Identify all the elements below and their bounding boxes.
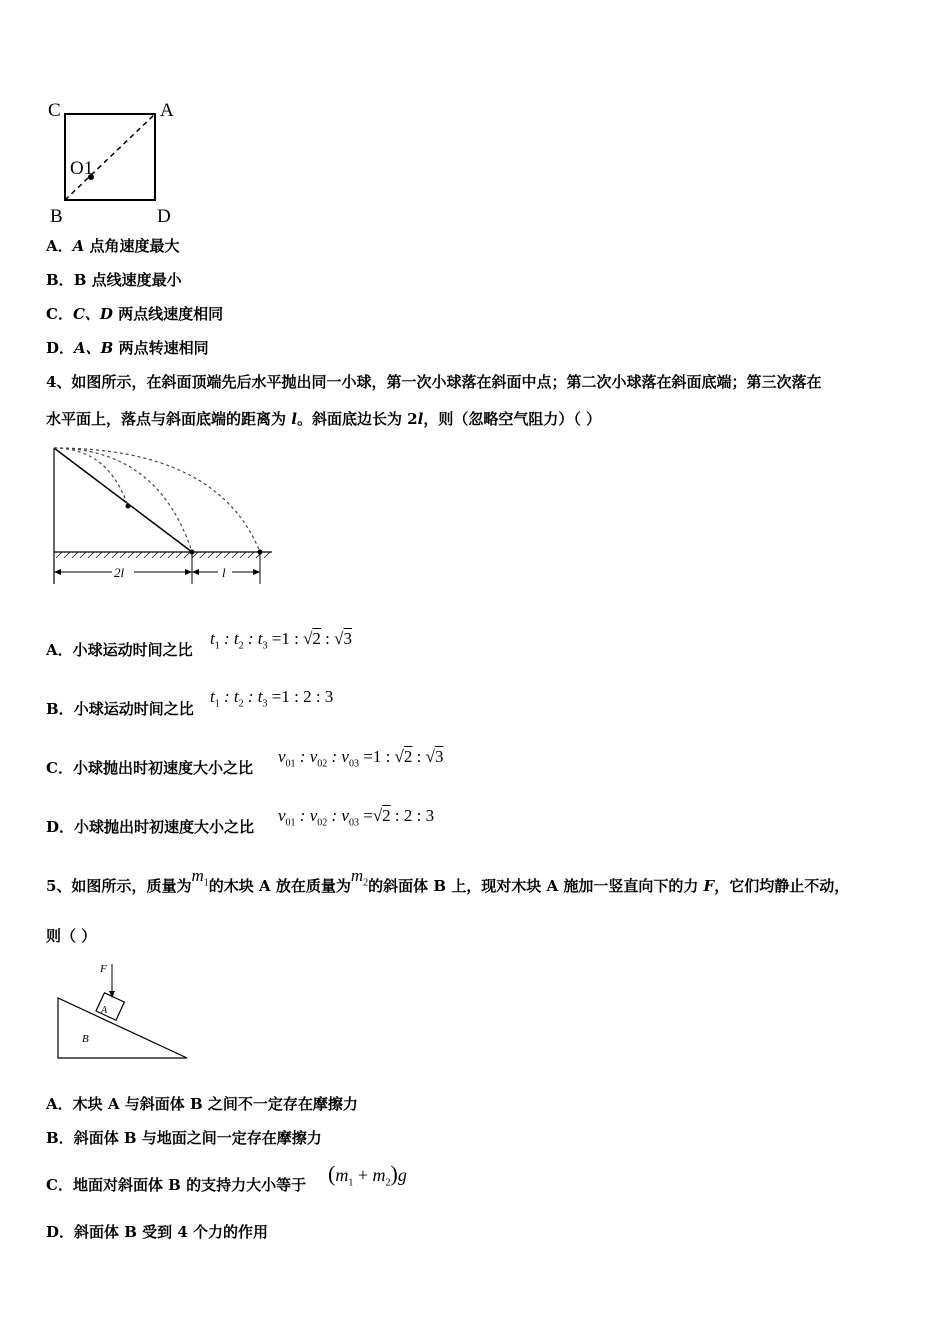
q4-formula-b: $t_1$ : $t_2$ : $t_3 =1$ : 2 : 3 [210, 687, 334, 710]
label-b: B [50, 206, 63, 226]
square-figure [44, 96, 194, 226]
q3-option-a: A．A 点角速度最大 [46, 237, 180, 255]
label-d: D [157, 206, 171, 226]
q4-option-c: C．小球抛出时初速度大小之比 [46, 759, 253, 777]
q3-option-c: C．C、D 两点线速度相同 [46, 305, 224, 323]
label-A: A [101, 1005, 108, 1016]
label-a: A [160, 100, 174, 121]
label-F: F [100, 963, 107, 975]
q5-option-c: C．地面对斜面体 B 的支持力大小等于 [46, 1176, 307, 1194]
q4-option-a: A．小球运动时间之比 [46, 641, 193, 659]
dim-l: l [222, 565, 226, 580]
label-o: O1 [70, 158, 94, 179]
block-on-incline-figure [52, 958, 192, 1062]
label-B: B [82, 1033, 89, 1045]
q5-option-a: A．木块 A 与斜面体 B 之间不一定存在摩擦力 [46, 1095, 358, 1113]
dim-2l: 2l [114, 565, 125, 580]
q4-stem-line1: 4、如图所示，在斜面顶端先后水平抛出同一小球，第一次小球落在斜面中点；第二次小球落在斜面底端；第三次落在 [46, 373, 822, 391]
incline-projectile-figure [48, 444, 280, 590]
q5-option-b: B．斜面体 B 与地面之间一定存在摩擦力 [46, 1129, 322, 1147]
q4-stem-line2: 水平面上，落点与斜面底端的距离为 l。斜面底边长为 2l，则（忽略空气阻力）（ ） [46, 410, 602, 428]
q4-formula-a: $t_1$ : $t_2$ : $t_3 =1$ : √2 : √3 [210, 629, 352, 652]
q3-option-b: B．B 点线速度最小 [46, 271, 182, 289]
q5-option-d: D．斜面体 B 受到 4 个力的作用 [46, 1223, 269, 1241]
q4-option-d: D．小球抛出时初速度大小之比 [46, 818, 255, 836]
q4-formula-d: $v_{01}$ : $v_{02}$ : $v_{03} =√2$ : 2 : 3 [278, 806, 435, 829]
q4-formula-c: $v_{01}$ : $v_{02}$ : $v_{03} =1$ : √2 : √3 [278, 747, 444, 770]
q3-option-d: D．A、B 两点转速相同 [46, 339, 209, 357]
q5-stem-line2: 则（ ） [46, 927, 97, 945]
q4-option-b: B．小球运动时间之比 [46, 700, 194, 718]
label-c: C [48, 100, 61, 121]
q5-stem-line1: 5、如图所示，质量为$m_1$的木块 A 放在质量为$m_2$的斜面体 B 上，现对木块 A 施加一竖直向下的力 F，它们均静止不动， [46, 866, 850, 895]
q5-formula-c: $(m_1 + m_2)g$ [328, 1161, 407, 1189]
